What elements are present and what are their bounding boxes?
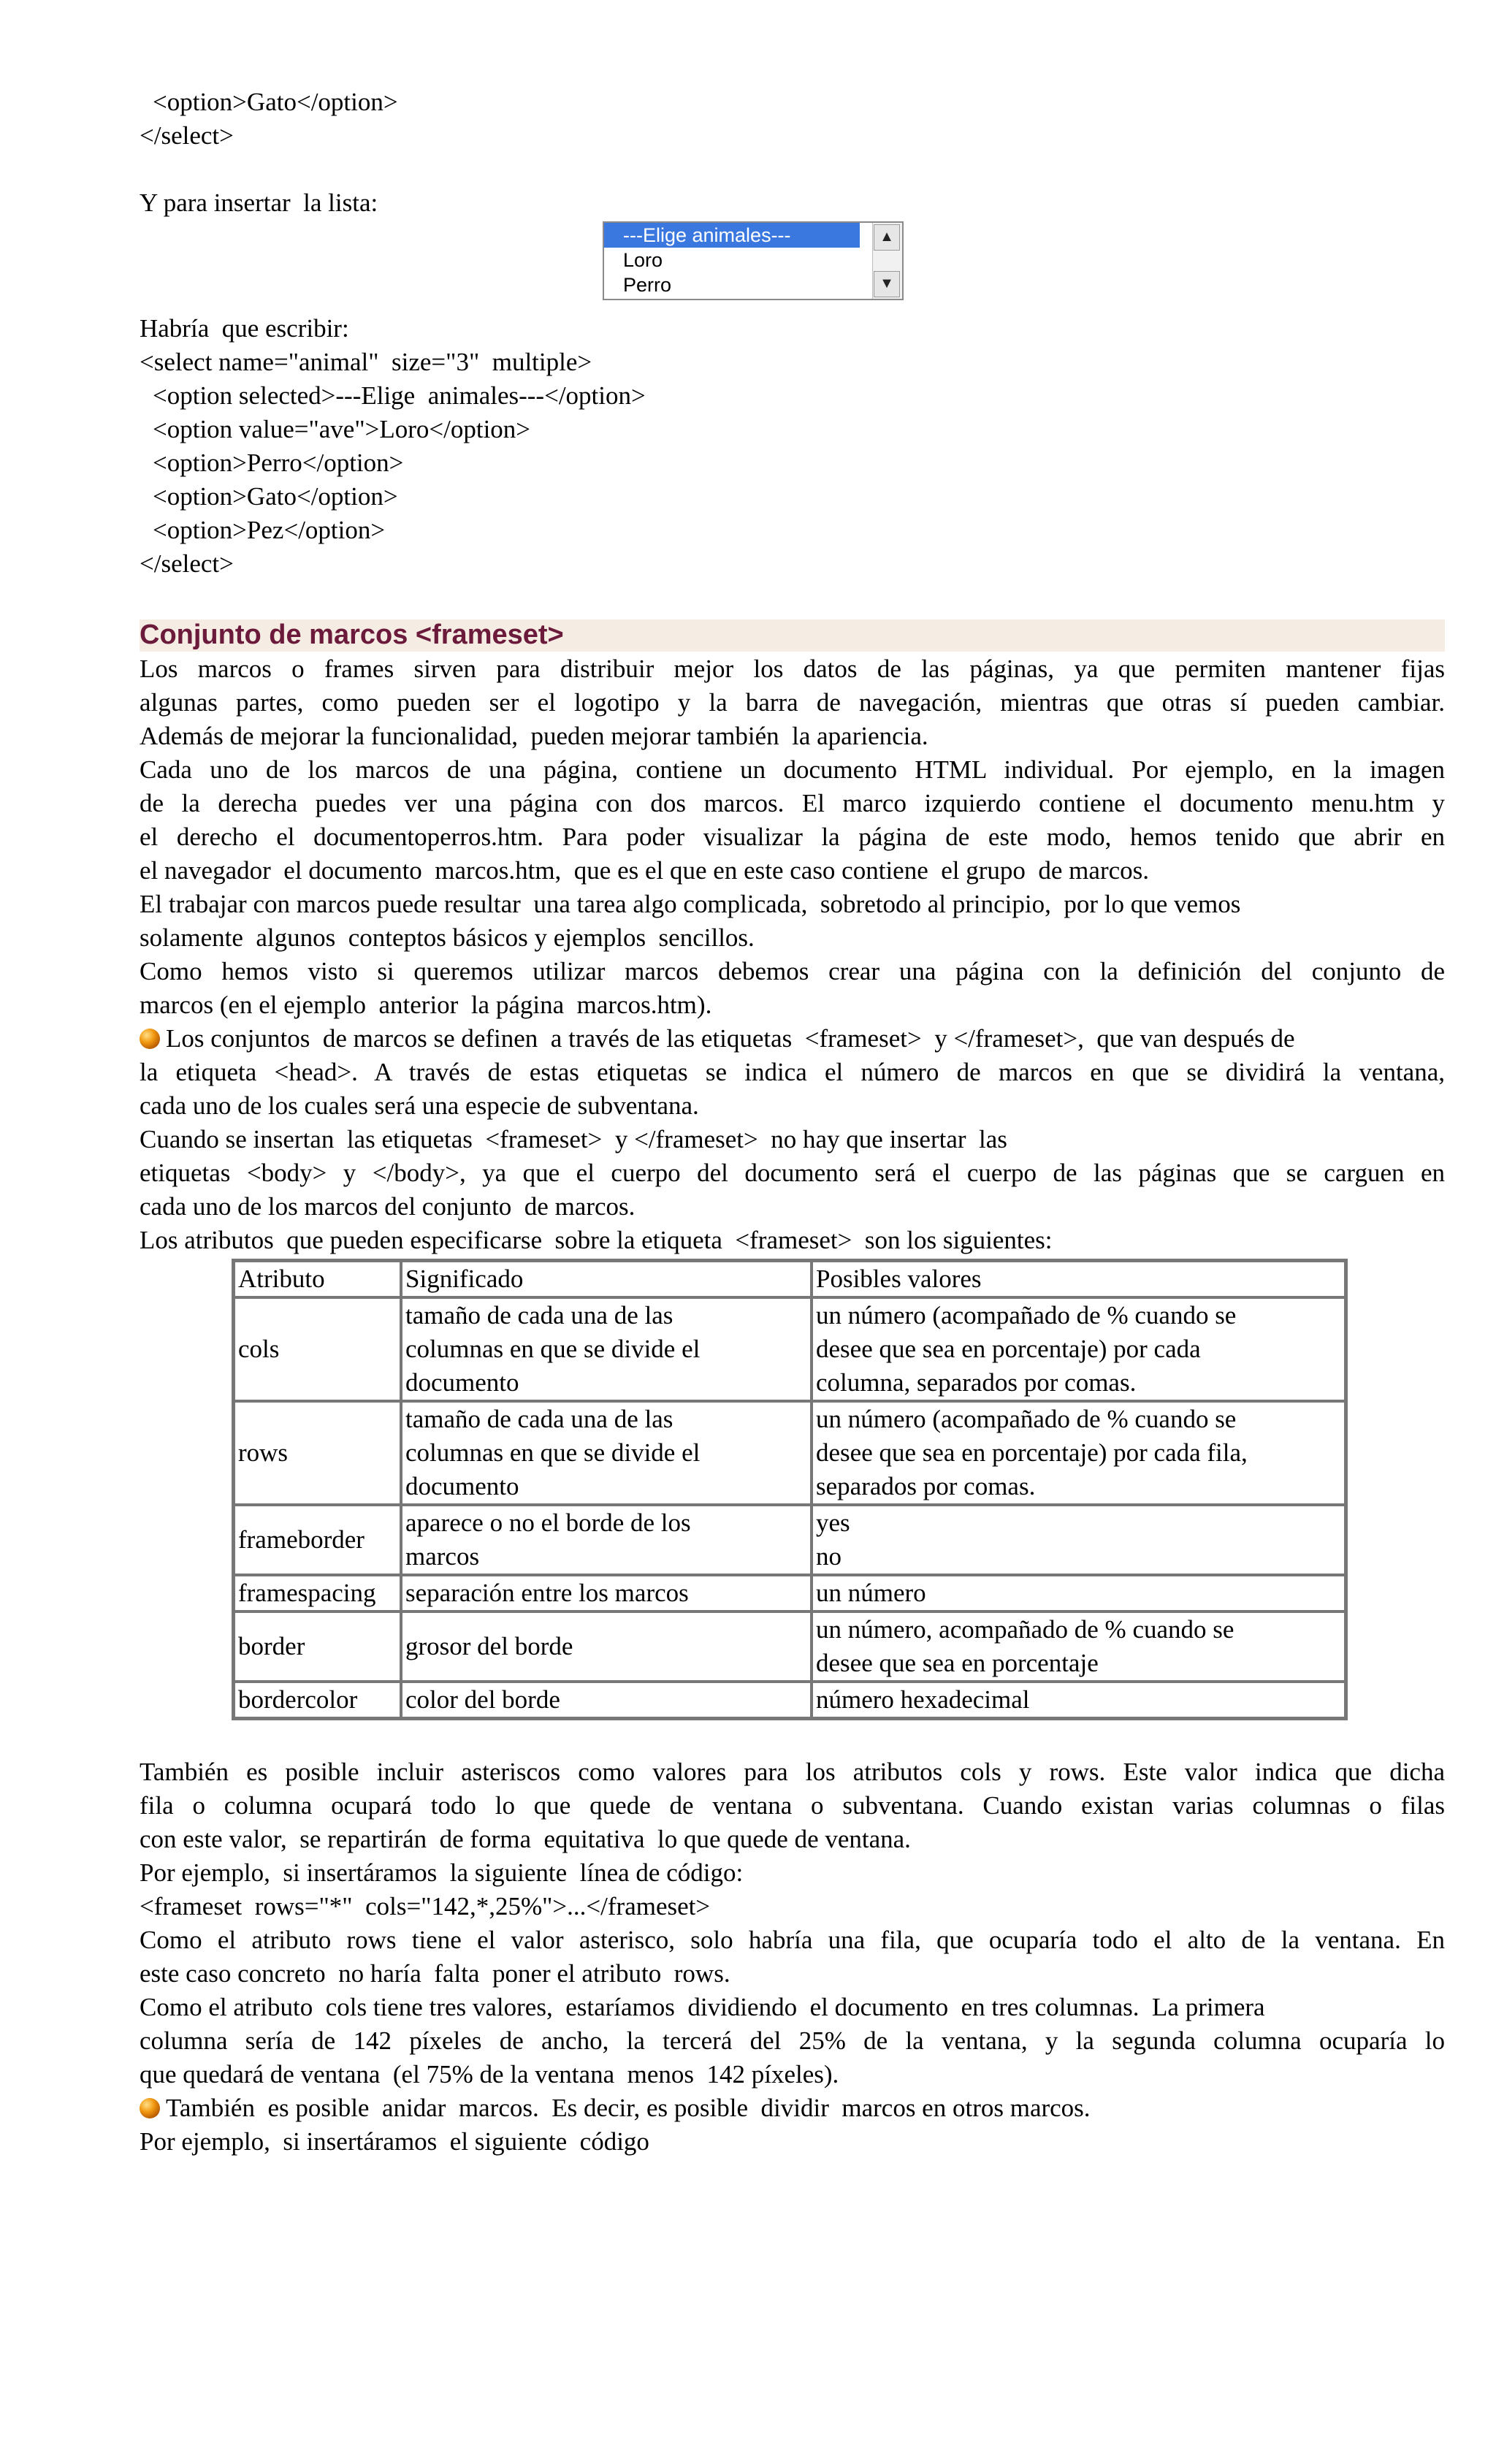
table-cell: cols [234,1297,401,1401]
table-cell: yes no [812,1505,1346,1575]
code-line: <option>Gato</option> [153,88,398,116]
listbox-option[interactable]: Loro [623,249,663,271]
table-row [234,1575,1346,1611]
table-cell: un número (acompañado de % cuando se desee que sea en porcentaje) por cada columna, separados por comas. [812,1297,1346,1401]
listbox-scrollbar[interactable] [872,223,902,299]
orange-ball-bullet-icon [140,1029,160,1049]
table-header-row [234,1261,1346,1297]
code-line: </select> [140,121,234,150]
table-cell: tamaño de cada una de las columnas en que se divide el documento [401,1401,812,1505]
text-line: Como hemos visto si queremos utilizar marcos debemos crear una página con la definición del conjunto de [140,957,1445,985]
table-cell: número hexadecimal [812,1682,1346,1718]
code-line: <option>Gato</option> [153,482,398,511]
text-line: Los marcos o frames sirven para distribuir mejor los datos de las páginas, ya que permiten mantener fijas [140,655,1445,683]
text-line: También es posible incluir asteriscos como valores para los atributos cols y rows. Este valor indica que dicha [140,1758,1445,1786]
text-line: Además de mejorar la funcionalidad, pueden mejorar también la apariencia. [140,722,928,750]
listbox-option-selected[interactable]: ---Elige animales--- [604,223,860,248]
text-line: algunas partes, como pueden ser el logotipo y la barra de navegación, mientras que otras sí pueden cambiar. [140,688,1445,717]
text-line: este caso concreto no haría falta poner el atributo rows. [140,1959,730,1988]
code-line: <select name="animal" size="3" multiple> [140,348,592,376]
text-line: con este valor, se repartirán de forma equitativa lo que quede de ventana. [140,1825,911,1853]
text-line: Cada uno de los marcos de una página, contiene un documento HTML individual. Por ejemplo, en la imagen [140,755,1445,784]
table-cell: border [234,1611,401,1682]
text-line: Cuando se insertan las etiquetas <frameset> y </frameset> no hay que insertar las [140,1125,1007,1153]
text-line: El trabajar con marcos puede resultar una tarea algo complicada, sobretodo al principio, por lo que vemos [140,890,1241,918]
table-cell: tamaño de cada una de las columnas en que se divide el documento [401,1297,812,1401]
text-line: la etiqueta <head>. A través de estas etiquetas se indica el número de marcos en que se dividirá la ventana, [140,1058,1445,1086]
text-line: cada uno de los cuales será una especie de subventana. [140,1091,699,1120]
code-line: <frameset rows="*" cols="142,*,25%">...</frameset> [140,1892,711,1921]
table-cell: aparece o no el borde de los marcos [401,1505,812,1575]
table-row [234,1401,1346,1505]
text-line: el navegador el documento marcos.htm, que es el que en este caso contiene el grupo de marcos. [140,856,1150,885]
table-row [234,1297,1346,1401]
orange-ball-bullet-icon [140,2098,160,2118]
text-line: etiquetas <body> y </body>, ya que el cuerpo del documento será el cuerpo de las páginas que se carguen en [140,1159,1445,1187]
code-line: <option selected>---Elige animales---</option> [153,381,646,410]
text-span: Los conjuntos de marcos se definen a través de las etiquetas <frameset> y </frameset>, que van después de [166,1024,1295,1053]
text-line: columna sería de 142 píxeles de ancho, la tercerá del 25% de la ventana, y la segunda columna ocuparía lo [140,2026,1445,2055]
text-line: Por ejemplo, si insertáramos la siguiente línea de código: [140,1858,744,1887]
section-heading: Conjunto de marcos <frameset> [140,619,564,650]
text-line: fila o columna ocupará todo lo que quede de ventana o subventana. Cuando existan varias columnas o filas [140,1791,1445,1820]
text-line: Por ejemplo, si insertáramos el siguiente código [140,2127,649,2156]
listbox-option[interactable]: Perro [623,274,672,296]
text-line: marcos (en el ejemplo anterior la página marcos.htm). [140,991,712,1019]
table-header-cell: Posibles valores [812,1261,1346,1297]
table-header-cell: Significado [401,1261,812,1297]
scroll-up-arrow-icon[interactable]: ▲ [874,224,900,251]
code-line: <option value="ave">Loro</option> [153,415,531,443]
text-line: Y para insertar la lista: [140,188,378,217]
table-cell: grosor del borde [401,1611,812,1682]
code-line: <option>Perro</option> [153,449,404,477]
table-row [234,1505,1346,1575]
table-row [234,1611,1346,1682]
text-line: solamente algunos conteptos básicos y ejemplos sencillos. [140,923,755,952]
text-line: cada uno de los marcos del conjunto de marcos. [140,1192,636,1221]
bullet-line [140,2091,1445,2125]
animal-listbox[interactable] [603,221,904,300]
code-line: <option>Pez</option> [153,516,386,544]
text-line: el derecho el documentoperros.htm. Para poder visualizar la página de este modo, hemos tenido que abrir en [140,823,1445,851]
table-cell: un número (acompañado de % cuando se desee que sea en porcentaje) por cada fila, separados por comas. [812,1401,1346,1505]
text-line: Como el atributo rows tiene el valor asterisco, solo habría una fila, que ocuparía todo el alto de la ventana. En [140,1926,1445,1954]
bullet-line [140,1022,1445,1056]
table-cell: frameborder [234,1505,401,1575]
table-cell: rows [234,1401,401,1505]
text-line: de la derecha puedes ver una página con dos marcos. El marco izquierdo contiene el documento menu.htm y [140,789,1445,817]
table-cell: color del borde [401,1682,812,1718]
text-span: También es posible anidar marcos. Es decir, es posible dividir marcos en otros marcos. [166,2094,1091,2122]
table-cell: un número [812,1575,1346,1611]
frameset-attributes-table [232,1259,1348,1720]
table-header-cell: Atributo [234,1261,401,1297]
text-line: Como el atributo cols tiene tres valores, estaríamos dividiendo el documento en tres columnas. La primera [140,1993,1265,2021]
text-line: que quedará de ventana (el 75% de la ventana menos 142 píxeles). [140,2060,839,2089]
table-cell: un número, acompañado de % cuando se desee que sea en porcentaje [812,1611,1346,1682]
table-cell: separación entre los marcos [401,1575,812,1611]
table-cell: framespacing [234,1575,401,1611]
text-line: Habría que escribir: [140,314,349,343]
scroll-down-arrow-icon[interactable]: ▼ [874,271,900,297]
code-line: </select> [140,549,234,578]
table-cell: bordercolor [234,1682,401,1718]
table-row [234,1682,1346,1718]
text-line: Los atributos que pueden especificarse sobre la etiqueta <frameset> son los siguientes: [140,1226,1053,1254]
